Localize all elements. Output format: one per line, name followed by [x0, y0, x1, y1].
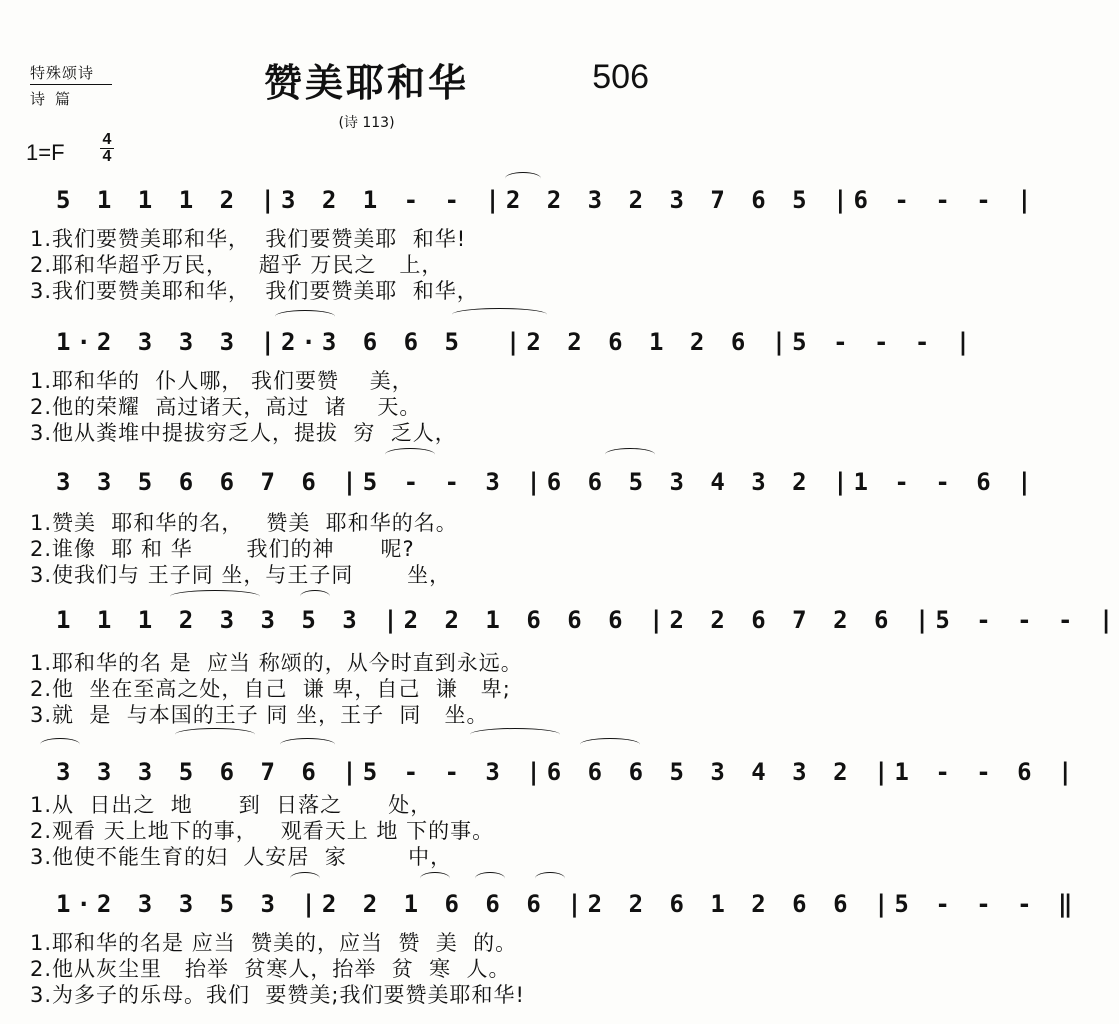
lyric-line: 1.耶和华的 仆人哪， 我们要赞 美， [30, 369, 414, 393]
slur-mark [385, 448, 435, 461]
slur-mark [580, 738, 640, 751]
lyric-line: 3.就 是 与本国的王子 同 坐，王子 同 坐。 [30, 703, 489, 727]
scripture-reference: (诗 113) [338, 115, 395, 131]
hymn-title: 赞美耶和华 [263, 61, 469, 105]
lyric-line: 1.赞美 耶和华的名， 赞美 耶和华的名。 [30, 511, 458, 535]
slur-mark [280, 738, 335, 751]
lyric-line: 2.谁像 耶 和 华 我们的神 呢? [30, 537, 415, 561]
lyric-line: 2.耶和华超乎万民， 超乎 万民之 上， [30, 253, 444, 277]
lyric-line: 1.我们要赞美耶和华， 我们要赞美耶 和华! [30, 227, 467, 251]
lyric-line: 1.耶和华的名 是 应当 称颂的，从今时直到永远。 [30, 651, 523, 675]
lyric-line: 3.他从粪堆中提拔穷乏人，提拔 穷 乏人， [30, 421, 457, 445]
lyric-line: 3.为多子的乐母。我们 要赞美;我们要赞美耶和华! [30, 983, 525, 1007]
slur-mark [300, 590, 330, 603]
notation-line [56, 466, 1038, 498]
jianpu-notes: 5 1 1 1 2 |3 2 1 - - |2 2 3 2 3 7 6 5 |6 - - - | [56, 186, 1038, 214]
notation-line [56, 888, 1079, 920]
notation-line [56, 184, 1038, 216]
slur-mark [420, 872, 450, 885]
jianpu-notes: 1 1 1 2 3 3 5 3 |2 2 1 6 6 6 |2 2 6 7 2 6 |5 - - - | [56, 606, 1119, 634]
key-signature: 1=F [26, 140, 65, 165]
slur-mark [40, 738, 80, 751]
lyric-line: 2.观看 天上地下的事， 观看天上 地 下的事。 [30, 819, 495, 843]
lyric-line: 3.他使不能生育的妇 人安居 家 中， [30, 845, 453, 869]
slur-mark [290, 872, 320, 885]
hymn-number: 506 [592, 58, 649, 96]
category-label: 特殊颂诗 [30, 64, 95, 82]
slur-mark [605, 448, 655, 461]
lyric-line: 2.他从灰尘里 抬举 贫寒人，抬举 贫 寒 人。 [30, 957, 511, 981]
slur-mark [505, 172, 541, 185]
lyric-line: 3.我们要赞美耶和华， 我们要赞美耶 和华， [30, 279, 479, 303]
slur-mark [452, 308, 547, 321]
slur-mark [170, 590, 260, 603]
slur-mark [175, 728, 255, 741]
lyric-line: 2.他 坐在至高之处，自己 谦 卑，自己 谦 卑; [30, 677, 511, 701]
jianpu-notes: 1·2 3 3 5 3 |2 2 1 6 6 6 |2 2 6 1 2 6 6 |5 - - - ‖ [56, 890, 1079, 918]
time-signature-bottom: 4 [102, 148, 112, 165]
notation-line [56, 756, 1079, 788]
jianpu-notes: 1·2 3 3 3 |2·3 6 6 5 |2 2 6 1 2 6 |5 - - - | [56, 328, 977, 356]
lyric-line: 2.他的荣耀 高过诸天，高过 诸 天。 [30, 395, 422, 419]
notation-line [56, 326, 977, 358]
time-signature [100, 133, 114, 164]
lyric-line: 1.从 日出之 地 到 日落之 处， [30, 793, 433, 817]
slur-mark [475, 872, 505, 885]
jianpu-notes: 3 3 5 6 6 7 6 |5 - - 3 |6 6 5 3 4 3 2 |1 - - 6 | [56, 468, 1038, 496]
slur-mark [470, 728, 560, 741]
lyric-line: 1.耶和华的名是 应当 赞美的，应当 赞 美 的。 [30, 931, 518, 955]
subcategory-label: 诗篇 [30, 90, 81, 108]
lyric-line: 3.使我们与 王子同 坐，与王子同 坐， [30, 563, 452, 587]
time-signature-top: 4 [102, 131, 112, 148]
jianpu-notes: 3 3 3 5 6 7 6 |5 - - 3 |6 6 6 5 3 4 3 2 |1 - - 6 | [56, 758, 1079, 786]
slur-mark [275, 310, 335, 323]
notation-line [56, 604, 1119, 636]
slur-mark [535, 872, 565, 885]
